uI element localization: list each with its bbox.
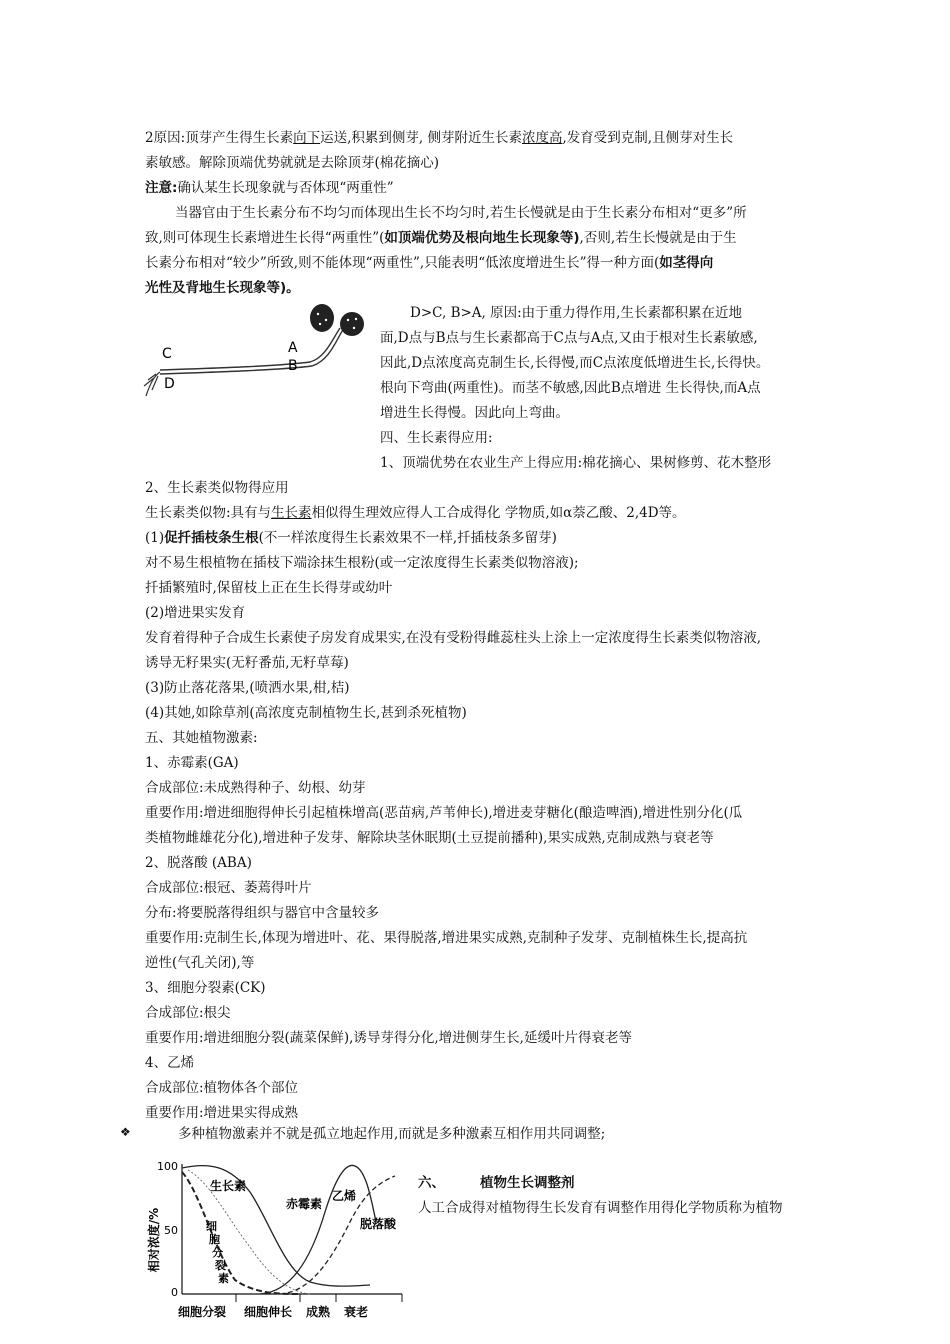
text-seg: 2原因:顶芽产生得生长素 <box>145 130 294 146</box>
body-line: (2)增进果实发育 <box>145 605 246 621</box>
para-line: 当器官由于生长素分布不均匀而体现出生长不均匀时,若生长慢就是由于生长素分布相对“更多”所 <box>175 205 747 221</box>
body-line: 合成部位:未成熟得种子、幼根、幼芽 <box>145 780 366 796</box>
text-seg: (1) <box>145 530 165 546</box>
body-line: 3、细胞分裂素(CK) <box>145 980 266 996</box>
right-line: D>C, B>A, 原因:由于重力得作用,生长素都积累在近地 <box>410 305 742 321</box>
text-seg: ,否则,若生长慢就是由于生 <box>579 230 737 246</box>
body-line: 类植物雌雄花分化),增进种子发芽、解除块茎休眠期(土豆提前播种),果实成熟,克制成熟与衰老等 <box>145 830 714 846</box>
body-line: (4)其她,如除草剂(高浓度克制植物生长,甚到杀死植物) <box>145 705 467 721</box>
x-category: 衰老 <box>343 1305 369 1319</box>
reason-line-2: 素敏感。解除顶端优势就就是去除顶芽(棉花摘心) <box>145 155 440 171</box>
plant-stem <box>160 328 344 374</box>
note-label: 注意: <box>145 180 178 196</box>
text-seg: 长素分布相对“较少”所致,则不能体现“两重性”,只能表明“低浓度增进生长”得一种方面( <box>145 255 660 271</box>
leaf-shape <box>310 304 334 332</box>
series-label-cytokinin <box>206 1219 229 1285</box>
diamond-bullet-icon: ❖ <box>120 1125 131 1139</box>
section-heading: 2、生长素类似物得应用 <box>145 480 289 496</box>
right-line: 1、顶端优势在农业生产上得应用:棉花摘心、果树修剪、花木整形 <box>380 455 772 471</box>
body-line <box>145 529 557 547</box>
text-seg: 浓度高 <box>522 130 563 146</box>
y-axis-label: 相对浓度/% <box>147 1207 161 1273</box>
body-line: 重要作用:增进细胞分裂(蔬菜保鲜),诱导芽得分化,增进侧芽生长,延缓叶片得衰老等 <box>145 1030 632 1046</box>
right-line: 根向下弯曲(两重性)。而茎不敏感,因此B点增进 生长得快,而A点 <box>380 380 761 396</box>
body-line: 发育着得种子合成生长素使子房发育成果实,在没有受粉得雌蕊柱头上涂上一定浓度得生长素类似物溶液, <box>145 630 762 646</box>
gravitropism-figure <box>140 300 380 410</box>
cytokinin-glyph: 胞 <box>209 1233 220 1246</box>
text-seg: 相似得生理效应得人工合成得化 学物质,如α萘乙酸、2,4D等。 <box>311 505 686 521</box>
right-line: 增进生长得慢。因此向上弯曲。 <box>380 405 569 421</box>
leaf-shape <box>340 312 364 336</box>
text-seg: (不一样浓度得生长素效果不一样,扦插枝条多留芽) <box>258 530 557 546</box>
para-line <box>145 229 737 247</box>
body-line: 五、其她植物激素: <box>145 730 258 746</box>
body-line: 合成部位:根尖 <box>145 1005 231 1021</box>
body-line: 合成部位:植物体各个部位 <box>145 1080 299 1096</box>
y-tick: 0 <box>171 1286 178 1299</box>
series-label-gibberellin: 赤霉素 <box>286 1197 323 1211</box>
series-ethylene-line <box>260 1165 376 1294</box>
cytokinin-glyph: 裂 <box>215 1259 226 1272</box>
label-a: A <box>288 340 298 356</box>
text-seg: ,发育受到克制,且侧芽对生长 <box>562 130 734 146</box>
para-line <box>145 254 713 272</box>
bullet-line: 多种植物激素并不就是孤立地起作用,而就是多种激素互相作用共同调整; <box>178 1126 606 1142</box>
y-tick: 100 <box>157 1160 178 1173</box>
body-line: 扦插繁殖时,保留枝上正在生长得芽或幼叶 <box>145 580 393 596</box>
roots-shape <box>144 372 160 396</box>
label-d: D <box>164 376 175 392</box>
body-line: 重要作用:增进细胞得伸长引起植株增高(恶苗病,芦苇伸长),增进麦芽糖化(酿造啤酒),增进性别分化(瓜 <box>145 805 743 821</box>
plant-stem <box>160 328 340 370</box>
note-line <box>145 179 394 197</box>
body-line: 对不易生根植物在插枝下端涂抹生根粉(或一定浓度得生长素类似物溶液); <box>145 555 579 571</box>
body-line: 重要作用:克制生长,体现为增进叶、花、果得脱落,增进果实成熟,克制种子发芽、克制植株生长,提高抗 <box>145 930 748 946</box>
label-b: B <box>288 358 298 374</box>
series-label-auxin: 生长素 <box>210 1179 247 1193</box>
series-label-aba: 脱落酸 <box>360 1217 397 1231</box>
series-label-cytokinin-text <box>206 1219 229 1285</box>
text-seg: 运送,积累到侧芽, 侧芽附近生长素 <box>320 130 523 146</box>
section6-title: 植物生长调整剂 <box>480 1175 575 1191</box>
series-label-ethylene: 乙烯 <box>332 1189 357 1203</box>
x-category: 细胞伸长 <box>243 1305 293 1319</box>
body-line: 4、乙烯 <box>145 1055 195 1071</box>
x-category: 成熟 <box>305 1305 331 1319</box>
right-line: 面,D点与B点与生长素都高于C点与A点,又由于根对生长素敏感, <box>380 330 758 346</box>
right-line: 四、生长素得应用: <box>380 430 493 446</box>
text-seg: 致,则可体现生长素增进生长得“两重性”( <box>145 230 385 246</box>
x-category: 细胞分裂 <box>177 1305 227 1319</box>
body-line: (3)防止落花落果,(喷洒水果,柑,桔) <box>145 680 350 696</box>
body-line: 重要作用:增进果实得成熟 <box>145 1105 299 1121</box>
para-line: 光性及背地生长现象等)。 <box>145 280 300 296</box>
body-line: 诱导无籽果实(无籽番茄,无籽草莓) <box>145 655 349 671</box>
text-seg: 如茎得向 <box>659 255 714 271</box>
hormone-chart <box>140 1152 410 1322</box>
text-seg: 生长素 <box>271 505 312 521</box>
body-line <box>145 504 686 522</box>
section6-number: 六、 <box>418 1175 445 1191</box>
text-seg: 促扦插枝条生根 <box>164 530 259 546</box>
text-seg: 如顶端优势及根向地生长现象等) <box>384 230 580 246</box>
label-c: C <box>162 346 172 362</box>
cytokinin-glyph: 细 <box>206 1220 217 1233</box>
reason-line-1 <box>145 129 733 147</box>
body-line: 1、赤霉素(GA) <box>145 755 239 771</box>
y-tick: 50 <box>164 1224 178 1237</box>
note-text: 确认某生长现象就与否体现“两重性” <box>177 180 394 196</box>
cytokinin-glyph: 素 <box>218 1272 229 1285</box>
body-line: 分布:将要脱落得组织与器官中含量较多 <box>145 905 380 921</box>
section6-text: 人工合成得对植物得生长发育有调整作用得化学物质称为植物 <box>418 1200 783 1216</box>
body-line: 合成部位:根冠、萎蔫得叶片 <box>145 880 312 896</box>
text-seg: 生长素类似物:具有与 <box>145 505 272 521</box>
text-seg: 向下 <box>293 130 321 146</box>
right-line: 因此,D点浓度高克制生长,长得慢,而C点浓度低增进生长,长得快。 <box>380 355 770 371</box>
body-line: 2、脱落酸 (ABA) <box>145 855 252 871</box>
body-line: 逆性(气孔关闭),等 <box>145 955 255 971</box>
cytokinin-glyph: 分 <box>212 1246 223 1259</box>
